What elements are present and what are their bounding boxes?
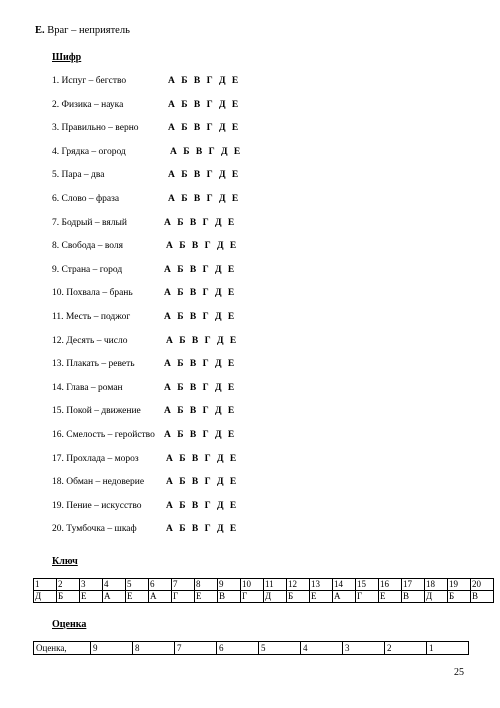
key-table (33, 578, 494, 603)
word-pair: 6. Слово – фраза (52, 194, 120, 204)
key-number-row (34, 579, 494, 591)
answer-letters: А Б В Г Д Е (164, 264, 237, 275)
key-number-cell: 10 (241, 579, 264, 591)
key-answer-cell: Б (448, 591, 471, 603)
word-pair: 16. Смелость – геройство (52, 430, 155, 440)
answer-letters: А Б В Г Д Е (168, 170, 241, 181)
key-number-cell: 20 (471, 579, 494, 591)
key-number-cell: 14 (333, 579, 356, 591)
answer-letters: А Б В Г Д Е (164, 312, 237, 322)
answer-letters: А Б В Г Д Е (164, 359, 237, 370)
key-number-cell: 5 (126, 579, 149, 591)
word-pair: 13. Плакать – реветь (52, 359, 135, 370)
key-number-cell: 7 (172, 579, 195, 591)
answer-letters: А Б В Г Д Е (168, 123, 241, 134)
key-number-cell: 6 (149, 579, 172, 591)
key-answer-cell: Д (264, 591, 287, 603)
word-pair: 10. Похвала – брань (52, 288, 133, 299)
key-number-cell: 12 (287, 579, 310, 591)
word-pair: 19. Пение – искусство (52, 500, 142, 511)
key-number-cell: 15 (356, 579, 379, 591)
key-number-cell: 11 (264, 579, 287, 591)
key-answer-cell: Е (195, 591, 218, 603)
grade-cell: 8 (133, 642, 175, 655)
key-answer-cell: Г (241, 591, 264, 603)
grade-cell: 3 (343, 642, 385, 655)
key-number-cell: 18 (425, 579, 448, 591)
word-pair: 5. Пара – два (52, 170, 105, 181)
grade-cell: 9 (91, 642, 133, 655)
word-pair: 15. Покой – движение (52, 406, 141, 417)
grade-cell: 5 (259, 642, 301, 655)
word-pair: 7. Бодрый – вялый (52, 217, 127, 228)
page-number: 25 (454, 667, 464, 678)
key-answer-cell: Д (34, 591, 57, 603)
answer-letters: А Б В Г Д Е (170, 146, 243, 157)
key-answer-cell: А (333, 591, 356, 603)
answer-letters: А Б В Г Д Е (168, 194, 241, 204)
word-pair: 20. Тумбочка – шкаф (52, 524, 137, 535)
answer-letters: А Б В Г Д Е (166, 477, 239, 488)
grade-row-label: Оценка, (34, 642, 91, 655)
word-pair: 9. Страна – город (52, 264, 123, 275)
answer-letters: А Б В Г Д Е (166, 524, 239, 535)
grade-cell: 6 (217, 642, 259, 655)
key-number-cell: 3 (80, 579, 103, 591)
key-number-cell: 19 (448, 579, 471, 591)
word-pair: 11. Месть – поджог (52, 312, 131, 322)
key-number-cell: 13 (310, 579, 333, 591)
word-pair: 8. Свобода – воля (52, 241, 124, 252)
word-pair: 4. Грядка – огород (52, 146, 126, 157)
word-pair: 17. Прохлада – мороз (52, 453, 139, 464)
grade-cell: 1 (427, 642, 469, 655)
key-answer-cell: Е (126, 591, 149, 603)
word-pair: 14. Глава – роман (52, 382, 123, 393)
key-answer-row (34, 591, 494, 603)
key-label: Ключ (52, 556, 78, 567)
key-number-cell: 16 (379, 579, 402, 591)
word-pair: 12. Десять – число (52, 335, 128, 346)
answer-letters: А Б В Г Д Е (164, 430, 237, 440)
answer-letters: А Б В Г Д Е (166, 453, 239, 464)
answer-letters: А Б В Г Д Е (164, 288, 237, 299)
word-pair: 3. Правильно – верно (52, 123, 139, 134)
key-answer-cell: Б (57, 591, 80, 603)
word-pair: 2. Физика – наука (52, 99, 124, 110)
grade-cell: 7 (175, 642, 217, 655)
key-answer-cell: Г (172, 591, 195, 603)
word-pair: 18. Обман – недоверие (52, 477, 145, 488)
section-heading (35, 25, 130, 36)
key-answer-cell: Е (310, 591, 333, 603)
key-answer-cell: Б (287, 591, 310, 603)
key-answer-cell: Е (80, 591, 103, 603)
answer-letters: А Б В Г Д Е (166, 335, 239, 346)
key-answer-cell: А (149, 591, 172, 603)
answer-letters: А Б В Г Д Е (168, 99, 241, 110)
key-number-cell: 9 (218, 579, 241, 591)
answer-letters: А Б В Г Д Е (164, 382, 237, 393)
grade-cell: 2 (385, 642, 427, 655)
key-number-cell: 2 (57, 579, 80, 591)
grade-cell: 4 (301, 642, 343, 655)
key-answer-cell: В (402, 591, 425, 603)
answer-letters: А Б В Г Д Е (166, 241, 239, 252)
key-number-cell: 8 (195, 579, 218, 591)
section-title: Враг – неприятель (47, 25, 130, 36)
answer-letters: А Б В Г Д Е (168, 76, 241, 86)
answer-letters: А Б В Г Д Е (166, 500, 239, 511)
key-answer-cell: А (103, 591, 126, 603)
answer-letters: А Б В Г Д Е (164, 406, 237, 417)
section-letter: Е. (35, 25, 45, 36)
answer-letters: А Б В Г Д Е (164, 217, 237, 228)
key-number-cell: 1 (34, 579, 57, 591)
grade-label: Оценка (52, 619, 87, 630)
key-answer-cell: Г (356, 591, 379, 603)
cipher-label: Шифр (52, 52, 82, 63)
key-answer-cell: В (471, 591, 494, 603)
key-answer-cell: Е (379, 591, 402, 603)
grade-row (34, 642, 469, 655)
key-answer-cell: В (218, 591, 241, 603)
key-number-cell: 4 (103, 579, 126, 591)
key-number-cell: 17 (402, 579, 425, 591)
word-pair: 1. Испуг – бегство (52, 76, 127, 86)
key-answer-cell: Д (425, 591, 448, 603)
grade-table (33, 641, 469, 655)
